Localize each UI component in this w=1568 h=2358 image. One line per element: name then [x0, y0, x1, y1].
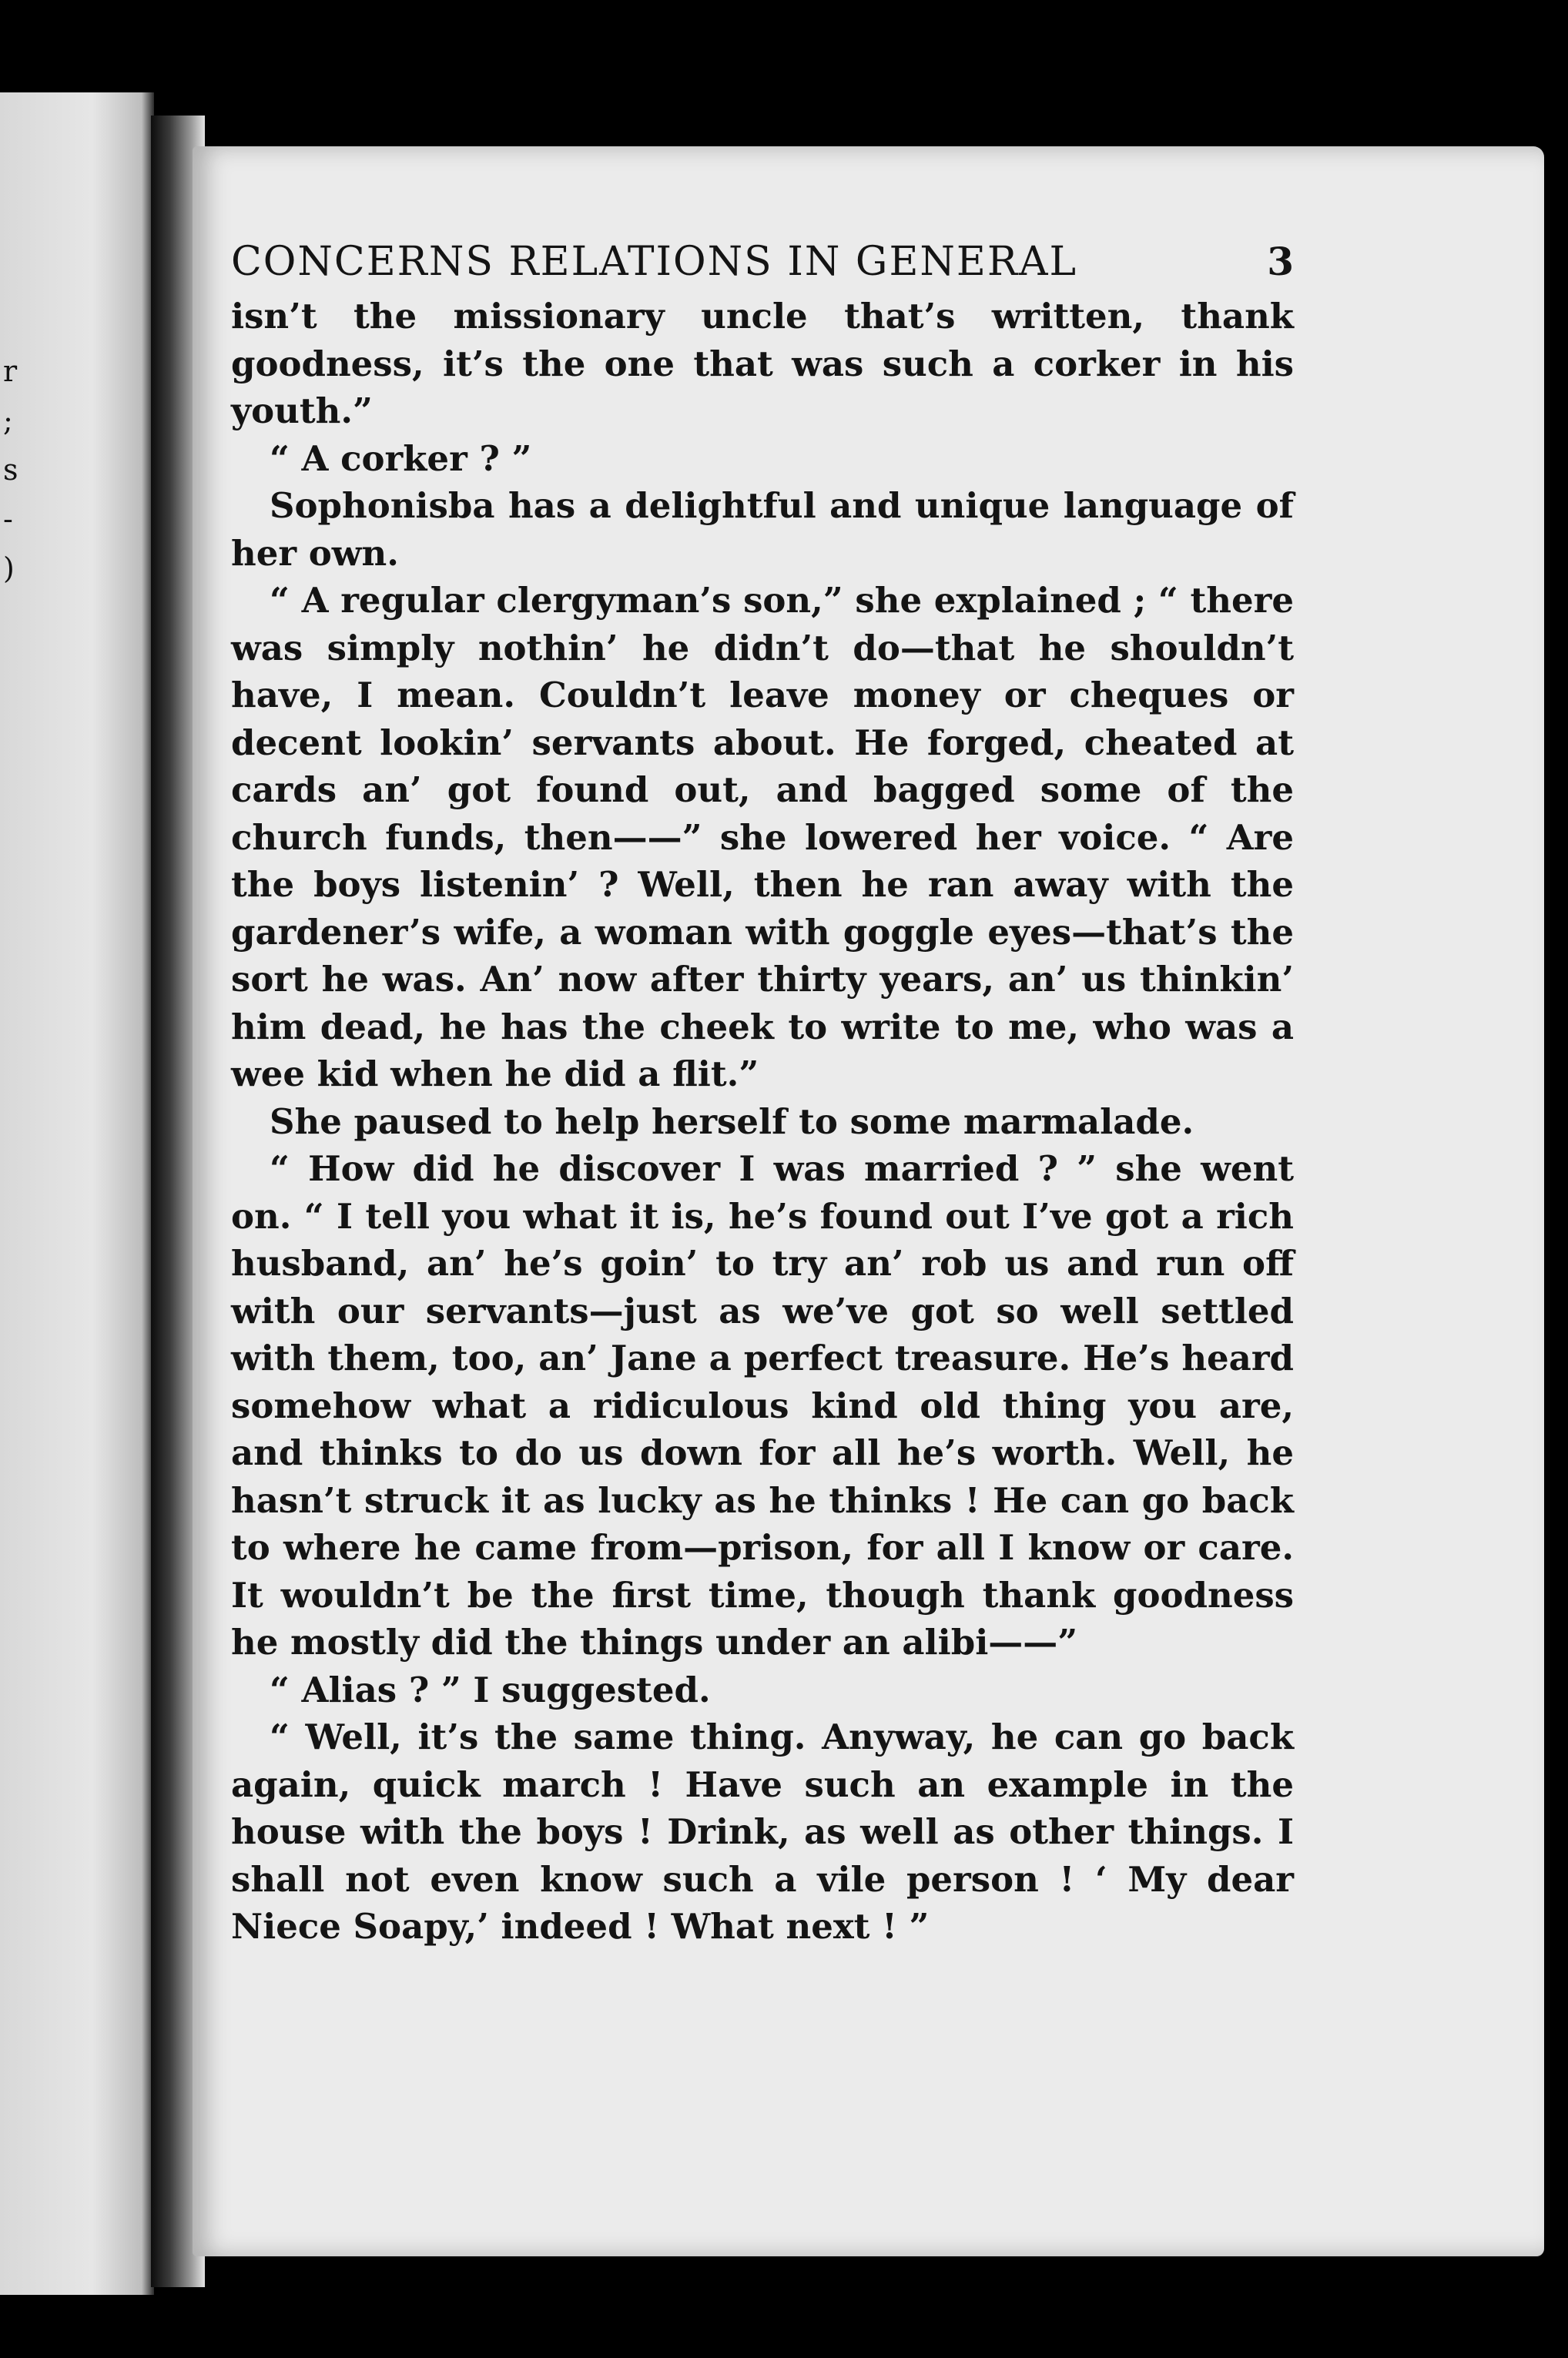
- running-header: [231, 239, 1294, 285]
- paragraph: “ Well, it’s the same thing. Anyway, he can go back again, quick march ! Have such an example in the house with the boys ! Drink, as well as other things. I shall not even know such a vile person ! ‘ My dear Niece Soapy,’ indeed ! What next ! ”: [231, 1717, 1294, 1947]
- page-number: 3: [1267, 239, 1294, 284]
- margin-char: r: [3, 354, 18, 388]
- paragraph: “ A corker ? ”: [270, 437, 532, 479]
- margin-char: -: [3, 502, 13, 536]
- paragraph: Sophonisba has a delightful and unique language of her own.: [231, 485, 1294, 574]
- left-facing-page: [0, 92, 154, 2295]
- paragraph: She paused to help herself to some marmalade.: [270, 1100, 1194, 1142]
- paragraph: “ How did he discover I was married ? ” she went on. “ I tell you what it is, he’s found out I’ve got a rich husband, an’ he’s goin’ to try an’ rob us and run off with our servants—just as we’ve got so well settled with them, too, an’ Jane a perfect treasure. He’s heard somehow what a ridiculous kind old thing you are, and thinks to do us down for all he’s worth. Well, he hasn’t struck it as lucky as he thinks ! He can go back to where he came from—prison, for all I know or care. It wouldn’t be the first time, though thank goodness he mostly did the things under an alibi——”: [231, 1148, 1294, 1663]
- margin-char: s: [3, 453, 18, 487]
- margin-char: ): [3, 551, 15, 585]
- paragraph: “ Alias ? ” I suggested.: [270, 1669, 711, 1710]
- margin-char: ;: [3, 404, 13, 437]
- left-page-margin-text: [3, 347, 26, 593]
- page-text-block: [231, 223, 1294, 1951]
- paragraph: “ A regular clergyman’s son,” she explained ; “ there was simply nothin’ he didn’t do—that he shouldn’t have, I mean. Couldn’t leave money or cheques or decent lookin’ servants about. He forged, cheated at cards an’ got found out, and bagged some of the church funds, then——” she lowered her voice. “ Are the boys listenin’ ? Well, then he ran away with the gardener’s wife, a woman with goggle eyes—that’s the sort he was. An’ now after thirty years, an’ us thinkin’ him dead, he has the cheek to write to me, who was a wee kid when he did a flit.”: [231, 580, 1294, 1094]
- running-title: CONCERNS RELATIONS IN GENERAL: [231, 239, 1078, 285]
- paragraph: isn’t the missionary uncle that’s written, thank goodness, it’s the one that was such a corker in his youth.”: [231, 296, 1294, 431]
